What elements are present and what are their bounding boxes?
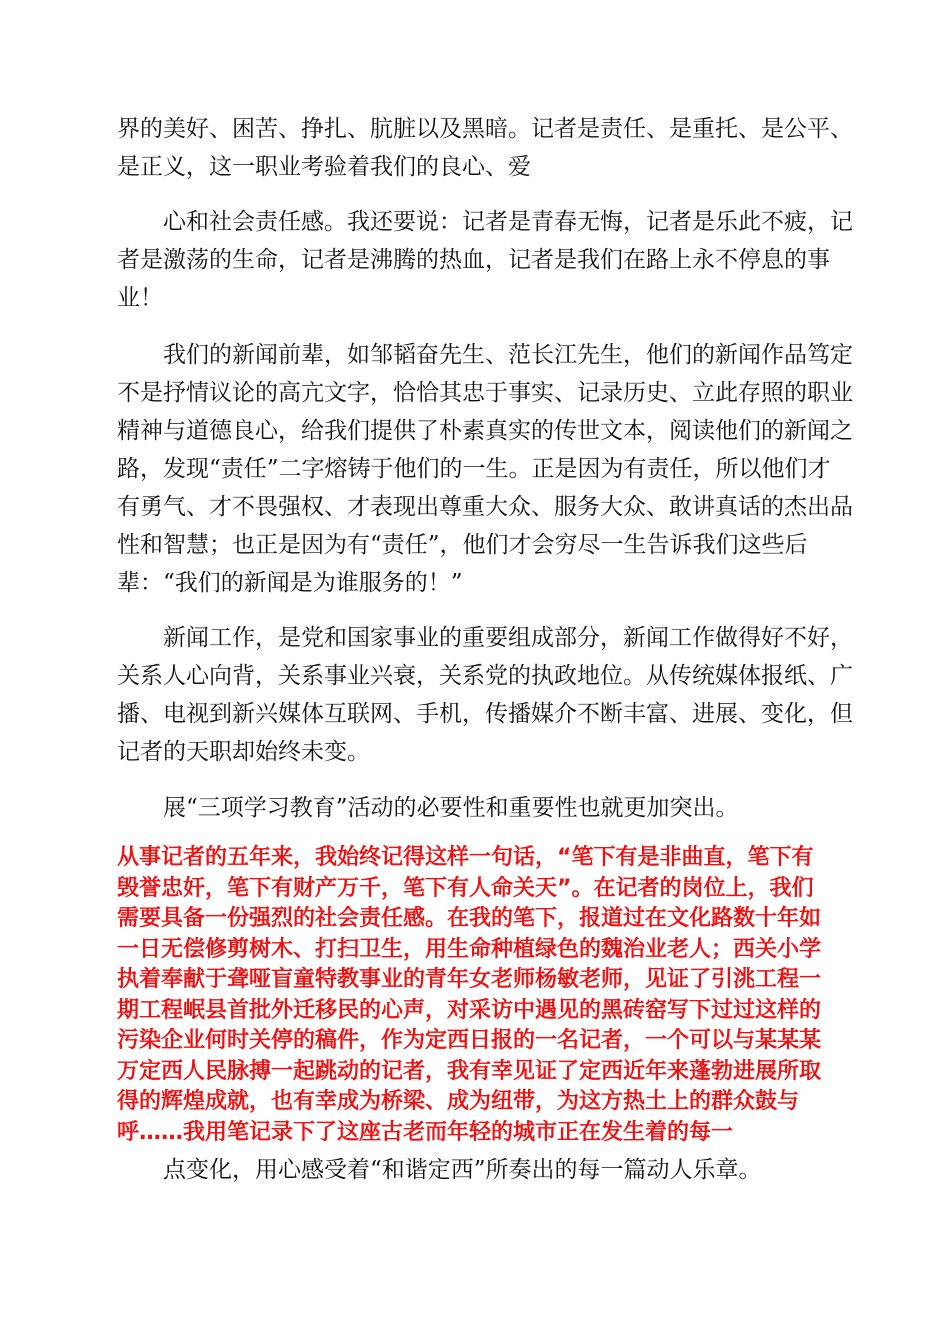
text-line: 污染企业何时关停的稿件，作为定西日报的一名记者，一个可以与某某某: [117, 1028, 822, 1053]
text-line: 我们的新闻前辈，如邹韬奋先生、范长江先生，他们的新闻作品笃定: [163, 342, 853, 368]
paragraph-7: [117, 1151, 837, 1189]
paragraph-2: [117, 203, 853, 317]
text-line: 新闻工作，是党和国家事业的重要组成部分，新闻工作做得好不好，: [163, 625, 853, 651]
text-line: 是正义，这一职业考验着我们的良心、爱: [117, 154, 531, 180]
text-line: 得的辉煌成就，也有幸成为桥梁、成为纽带，为这方热土上的群众鼓与: [117, 1089, 800, 1114]
text-line: 心和社会责任感。我还要说：记者是青春无悔，记者是乐此不疲，记: [163, 209, 853, 235]
text-line: 一日无偿修剪树木、打扫卫生，用生命种植绿色的魏治业老人；西关小学: [117, 936, 822, 962]
text-line: 关系人心向背，关系事业兴衰，关系党的执政地位。从传统媒体报纸、广: [117, 663, 853, 689]
paragraph-4: [117, 619, 853, 771]
text-line: 播、电视到新兴媒体互联网、手机，传播媒介不断丰富、进展、变化，但: [117, 701, 853, 727]
text-line: 精神与道德良心，给我们提供了朴素真实的传世文本，阅读他们的新闻之: [117, 418, 853, 444]
paragraph-1: [117, 110, 853, 186]
text-line: 有勇气、才不畏强权、才表现出尊重大众、服务大众、敢讲真话的杰出品: [117, 494, 853, 520]
text-line: 需要具备一份强烈的社会责任感。在我的笔下，报道过在文化路数十年如: [117, 906, 822, 931]
text-line: 路，发现“责任”二字熔铸于他们的一生。正是因为有责任，所以他们才: [117, 456, 831, 482]
text-line: 者是激荡的生命，记者是沸腾的热血，记者是我们在路上永不停息的事: [117, 247, 830, 273]
paragraph-5: [117, 789, 837, 827]
text-line: 万定西人民脉搏一起跳动的记者，我有幸见证了定西近年来蓬勃进展所取: [117, 1058, 822, 1084]
text-line: 记者的天职却始终未变。: [117, 739, 370, 765]
text-line: 点变化，用心感受着“和谐定西”所奏出的每一篇动人乐章。: [163, 1157, 762, 1183]
text-line: 展“三项学习教育”活动的必要性和重要性也就更加突出。: [163, 795, 739, 821]
paragraph-3: [117, 336, 853, 602]
text-line: 呼……我用笔记录下了这座古老而年轻的城市正在发生着的每一: [117, 1119, 734, 1145]
text-line: 性和智慧；也正是因为有“责任”，他们才会穷尽一生告诉我们这些后: [117, 532, 808, 558]
text-line: 辈：“我们的新闻是为谁服务的！”: [117, 570, 463, 596]
text-line: 毁誉忠奸，笔下有财产万千，笔下有人命关天”。在记者的岗位上，我们: [117, 875, 814, 901]
text-line: 执着奉献于聋哑盲童特教事业的青年女老师杨敏老师，见证了引洮工程一: [117, 967, 822, 992]
text-line: 业！: [117, 285, 163, 311]
highlighted-paragraph: [117, 843, 837, 1148]
text-line: 界的美好、困苦、挣扎、肮脏以及黑暗。记者是责任、是重托、是公平、: [117, 116, 853, 142]
text-line: 从事记者的五年来，我始终记得这样一句话，“笔下有是非曲直，笔下有: [117, 845, 814, 870]
text-line: 期工程岷县首批外迁移民的心声，对采访中遇见的黑砖窑写下过过这样的: [117, 997, 822, 1023]
text-line: 不是抒情议论的高亢文字，恰恰其忠于事实、记录历史、立此存照的职业: [117, 380, 853, 406]
